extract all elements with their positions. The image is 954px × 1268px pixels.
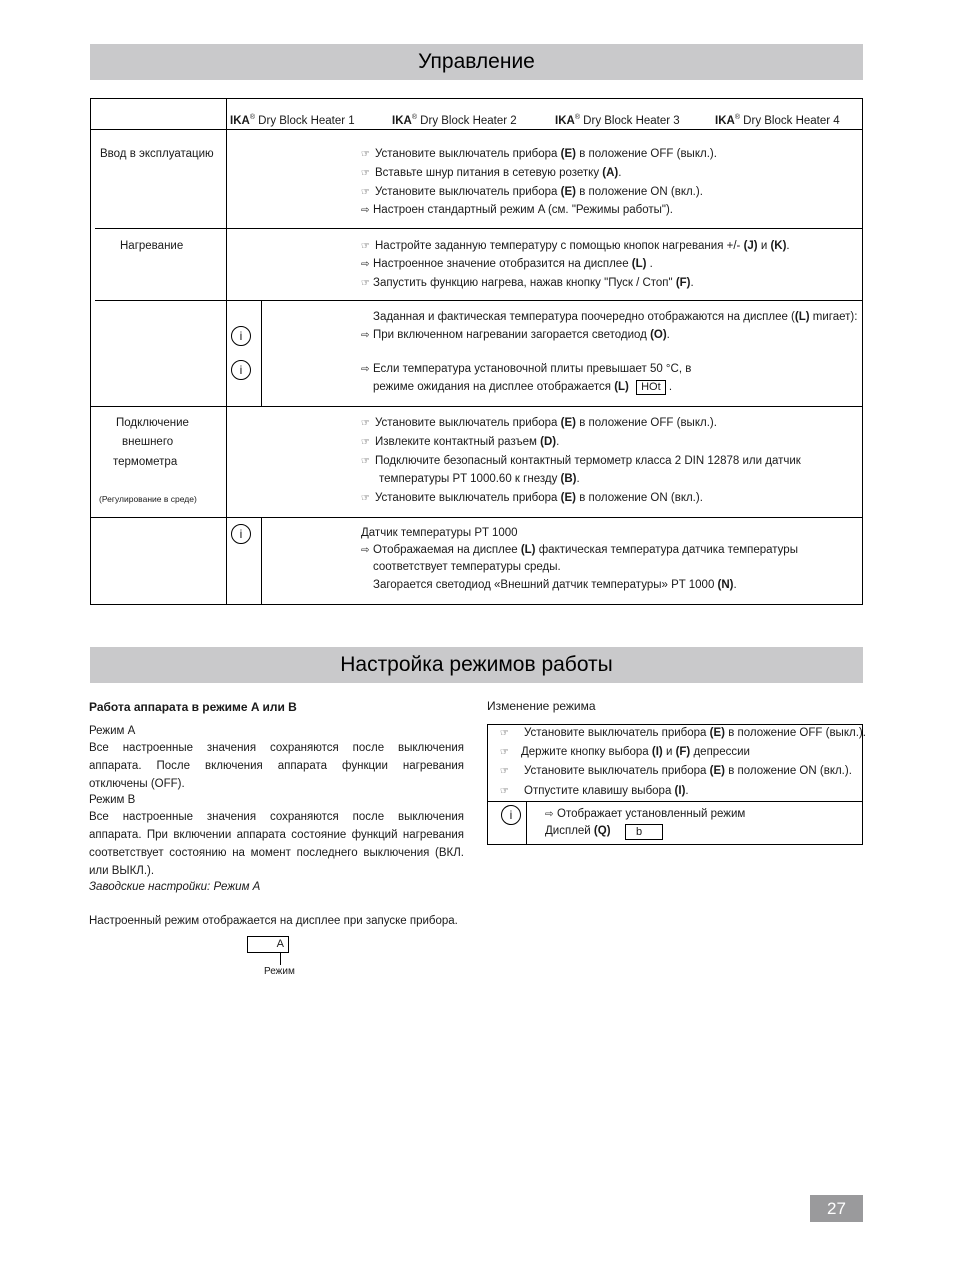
step-line: ☞ Запустить функцию нагрева, нажав кнопку "Пуск / Стоп" (F).: [361, 274, 694, 293]
box-divider: [526, 801, 527, 845]
mode-a-title: Режим A: [89, 725, 136, 737]
table-divider: [90, 129, 863, 130]
result-line: ⇨ При включенном нагревании загорается светодиод (O).: [361, 326, 670, 345]
pointer-icon: ☞: [361, 168, 370, 179]
box-divider: [487, 801, 863, 802]
pointer-icon: ☞: [500, 786, 509, 797]
info-line: режиме ожидания на дисплее отображается (L) HOt .: [373, 381, 673, 393]
step-line: ☞ Установите выключатель прибора (E) в положение ON (вкл.).: [361, 489, 703, 508]
arrow-right-icon: ⇨: [361, 364, 370, 375]
table-column-divider: [261, 300, 262, 406]
display-caption: Режим: [264, 966, 295, 977]
result-line: ⇨ Настроен стандартный режим A (см. "Режимы работы").: [361, 201, 673, 220]
row-label-heating: Нагревание: [120, 240, 184, 252]
arrow-right-icon: ⇨: [361, 330, 370, 341]
modes-heading: Работа аппарата в режиме A или B: [89, 700, 297, 714]
pointer-icon: ☞: [361, 456, 370, 467]
change-mode-heading: Изменение режима: [487, 699, 596, 713]
arrow-right-icon: ⇨: [361, 545, 370, 556]
row-label-commissioning: Ввод в эксплуатацию: [100, 148, 214, 160]
table-divider: [95, 228, 863, 229]
row-label-external-thermometer: внешнего: [122, 436, 174, 448]
header-model-3: IKA® Dry Block Heater 3: [555, 114, 680, 127]
page-number: 27: [810, 1195, 863, 1222]
section-title-control: Управление: [90, 44, 863, 80]
table-column-divider: [226, 98, 227, 605]
info-icon: i: [231, 360, 251, 380]
header-model-4: IKA® Dry Block Heater 4: [715, 114, 840, 127]
row-label-external-thermometer: Подключение: [116, 417, 189, 429]
row-label-external-thermometer: термометра: [113, 456, 178, 468]
result-line: ⇨ Отображаемая на дисплее (L) фактическая температура датчика температуры: [361, 541, 798, 560]
info-line: Датчик температуры PT 1000: [361, 527, 518, 539]
row-label-note: (Регулирование в среде): [99, 494, 197, 504]
display-note: Настроенный режим отображается на дисплее при запуске прибора.: [89, 915, 458, 927]
pointer-icon: ☞: [361, 241, 370, 252]
pointer-icon: ☞: [361, 418, 370, 429]
arrow-right-icon: ⇨: [545, 809, 554, 820]
step-line: ☞ Установите выключатель прибора (E) в положение OFF (выкл.).: [500, 724, 866, 743]
info-line: Дисплей (Q): [545, 825, 611, 837]
mode-display: A: [247, 936, 289, 953]
table-divider: [90, 406, 863, 407]
pointer-icon: ☞: [500, 728, 509, 739]
pointer-icon: ☞: [500, 747, 509, 758]
info-icon: i: [231, 326, 251, 346]
step-line: ☞ Установите выключатель прибора (E) в положение OFF (выкл.).: [361, 145, 717, 164]
info-line: соответствует температуры среды.: [373, 561, 561, 573]
arrow-right-icon: ⇨: [361, 205, 370, 216]
table-column-divider: [261, 517, 262, 605]
mode-a-text: Все настроенные значения сохраняются после выключения аппарата. После включения аппарата функции нагревания отключены (OFF).: [89, 742, 464, 790]
result-line: ⇨ Отображает установленный режим: [545, 805, 745, 824]
header-model-2: IKA® Dry Block Heater 2: [392, 114, 517, 127]
pointer-icon: ☞: [500, 766, 509, 777]
info-line: Загорается светодиод «Внешний датчик температуры» PT 1000 (N).: [373, 579, 737, 591]
display-readout: HOt: [636, 380, 666, 395]
result-line: ⇨ Настроенное значение отобразится на дисплее (L) .: [361, 255, 653, 274]
table-divider: [95, 300, 863, 301]
step-line: ☞ Установите выключатель прибора (E) в положение ON (вкл.).: [500, 762, 852, 781]
step-line-continued: температуры PT 1000.60 к гнезду (B).: [379, 473, 580, 485]
section-title-modes: Настройка режимов работы: [90, 647, 863, 683]
header-model-1: IKA® Dry Block Heater 1: [230, 114, 355, 127]
pointer-icon: ☞: [361, 278, 370, 289]
info-icon: i: [501, 805, 521, 825]
step-line: ☞ Отпустите клавишу выбора (I).: [500, 782, 689, 801]
table-divider: [90, 517, 863, 518]
step-line: ☞ Извлеките контактный разъем (D).: [361, 433, 559, 452]
step-line: ☞ Установите выключатель прибора (E) в положение OFF (выкл.).: [361, 414, 717, 433]
pointer-icon: ☞: [361, 149, 370, 160]
info-line: Заданная и фактическая температура поочередно отображаются на дисплее ((L) mигает):: [373, 311, 858, 323]
step-line: ☞ Держите кнопку выбора (I) и (F) депрессии: [500, 743, 750, 762]
step-line: ☞ Подключите безопасный контактный термометр класса 2 DIN 12878 или датчик: [361, 452, 801, 471]
mode-display: b: [625, 824, 663, 840]
arrow-right-icon: ⇨: [361, 259, 370, 270]
factory-settings: Заводские настройки: Режим A: [89, 881, 261, 893]
mode-b-text: Все настроенные значения сохраняются после выключения аппарата. При включении аппарата состояние функций нагревания соответствует состоянию на момент последнего выключения (ВКЛ. или ВЫКЛ.).: [89, 811, 464, 877]
info-icon: i: [231, 524, 251, 544]
pointer-icon: ☞: [361, 437, 370, 448]
step-line: ☞ Вставьте шнур питания в сетевую розетку (A).: [361, 164, 621, 183]
result-line: ⇨ Если температура установочной плиты превышает 50 °C, в: [361, 360, 691, 379]
pointer-icon: ☞: [361, 493, 370, 504]
mode-b-title: Режим B: [89, 794, 136, 806]
step-line: ☞ Настройте заданную температуру с помощью кнопок нагревания +/- (J) и (K).: [361, 237, 790, 256]
step-line: ☞ Установите выключатель прибора (E) в положение ON (вкл.).: [361, 183, 703, 202]
pointer-icon: ☞: [361, 187, 370, 198]
